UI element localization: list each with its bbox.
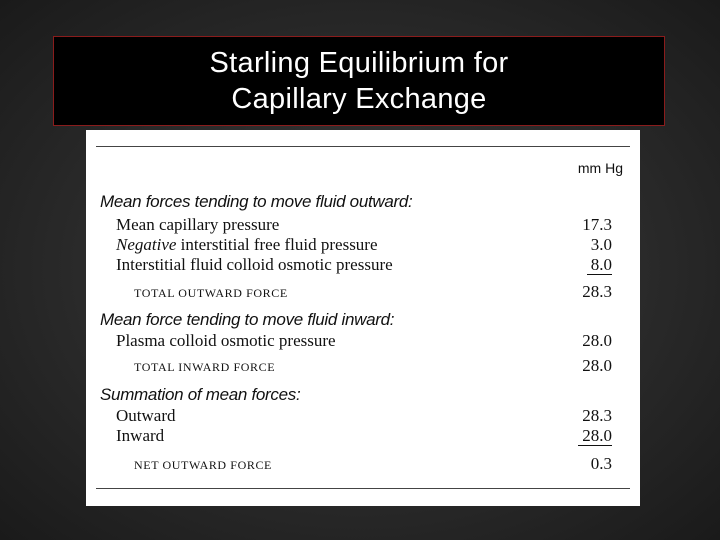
row-value: 17.3 bbox=[582, 215, 612, 234]
table-row bbox=[86, 406, 640, 428]
slide-title-line-2: Capillary Exchange bbox=[231, 83, 487, 115]
table-row bbox=[86, 255, 640, 277]
outward-total-label: TOTAL OUTWARD FORCE bbox=[134, 286, 288, 300]
table-row bbox=[86, 235, 640, 257]
row-label: Outward bbox=[116, 406, 176, 425]
table-row bbox=[86, 215, 640, 237]
table-top-rule bbox=[96, 146, 630, 147]
unit-header: mm Hg bbox=[577, 160, 623, 176]
slide-title-box bbox=[53, 36, 665, 126]
net-total-value: 0.3 bbox=[590, 454, 612, 473]
inward-total-row bbox=[86, 356, 640, 378]
row-label: Mean capillary pressure bbox=[116, 215, 280, 234]
table-row bbox=[86, 426, 640, 448]
outward-heading: Mean forces tending to move fluid outward: bbox=[100, 192, 413, 211]
row-value: 8.0 bbox=[587, 255, 612, 275]
inward-total-label: TOTAL INWARD FORCE bbox=[134, 360, 276, 374]
outward-total-row bbox=[86, 282, 640, 304]
table-row bbox=[86, 331, 640, 353]
table-bottom-rule bbox=[96, 488, 630, 489]
slide-title-line-1: Starling Equilibrium for bbox=[209, 47, 509, 79]
summation-heading: Summation of mean forces: bbox=[100, 385, 301, 404]
forces-table-image bbox=[86, 130, 640, 506]
row-label-emphasis: Negative bbox=[116, 235, 177, 254]
inward-heading: Mean force tending to move fluid inward: bbox=[100, 310, 395, 329]
row-value: 28.0 bbox=[582, 331, 612, 350]
row-value: 3.0 bbox=[590, 235, 612, 254]
net-total-row bbox=[86, 454, 640, 476]
net-total-label: NET OUTWARD FORCE bbox=[134, 458, 272, 472]
row-label-rest: interstitial free fluid pressure bbox=[176, 235, 378, 254]
outward-heading-row bbox=[86, 192, 640, 214]
row-value: 28.0 bbox=[578, 426, 612, 446]
row-label: Plasma colloid osmotic pressure bbox=[116, 331, 336, 350]
outward-total-value: 28.3 bbox=[582, 282, 612, 301]
summation-heading-row bbox=[86, 385, 640, 407]
inward-heading-row bbox=[86, 310, 640, 332]
row-value: 28.3 bbox=[582, 406, 612, 425]
inward-total-value: 28.0 bbox=[582, 356, 612, 375]
row-label bbox=[116, 235, 378, 255]
row-label: Inward bbox=[116, 426, 165, 445]
row-label: Interstitial fluid colloid osmotic pressure bbox=[116, 255, 393, 274]
